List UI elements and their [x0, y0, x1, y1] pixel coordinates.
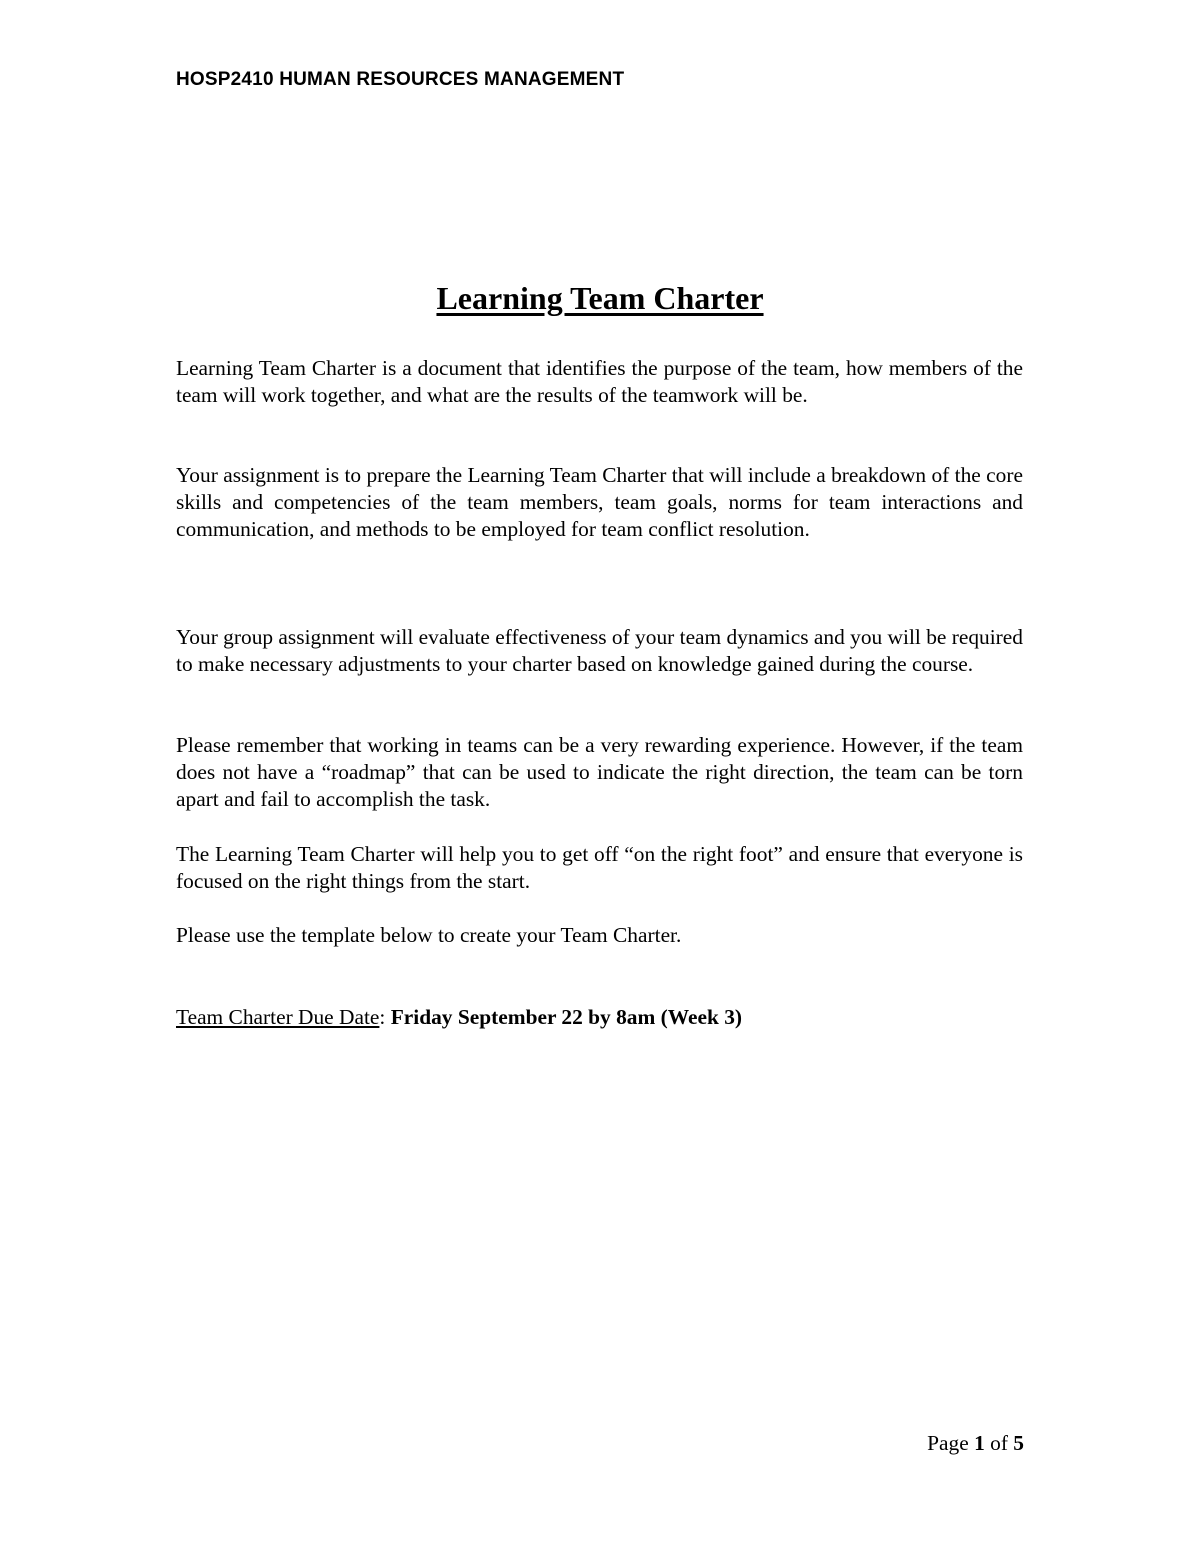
due-date-label: Team Charter Due Date [176, 1005, 380, 1029]
page-word: Page [927, 1431, 975, 1455]
due-date-line [176, 1004, 742, 1031]
paragraph-teamwork-roadmap: Please remember that working in teams can be a very rewarding experience. However, if the team does not have a “roadmap” that can be used to indicate the right direction, the team can be torn apart and fail to accomplish the task. [176, 733, 1023, 811]
course-header: HOSP2410 HUMAN RESOURCES MANAGEMENT [176, 69, 625, 90]
page-number [927, 1430, 1024, 1457]
due-date-separator: : [379, 1005, 391, 1029]
current-page-number: 1 [974, 1431, 985, 1455]
document-title: Learning Team Charter [436, 280, 764, 316]
paragraph-right-foot: The Learning Team Charter will help you to get off “on the right foot” and ensure that everyone is focused on the right things from the start. [176, 842, 1023, 893]
paragraph-template-instruction: Please use the template below to create your Team Charter. [176, 923, 682, 947]
of-word: of [984, 1431, 1014, 1455]
due-date-value: Friday September 22 by 8am (Week 3) [390, 1005, 743, 1029]
paragraph-assignment-description: Your assignment is to prepare the Learning Team Charter that will include a breakdown of the core skills and competencies of the team members, team goals, norms for team interactions and communication, and methods to be employed for team conflict resolution. [176, 463, 1023, 541]
paragraph-group-evaluation: Your group assignment will evaluate effectiveness of your team dynamics and you will be required to make necessary adjustments to your charter based on knowledge gained during the course. [176, 625, 1023, 676]
paragraph-charter-definition: Learning Team Charter is a document that identifies the purpose of the team, how members of the team will work together, and what are the results of the teamwork will be. [176, 356, 1023, 407]
total-pages-number: 5 [1013, 1431, 1024, 1455]
